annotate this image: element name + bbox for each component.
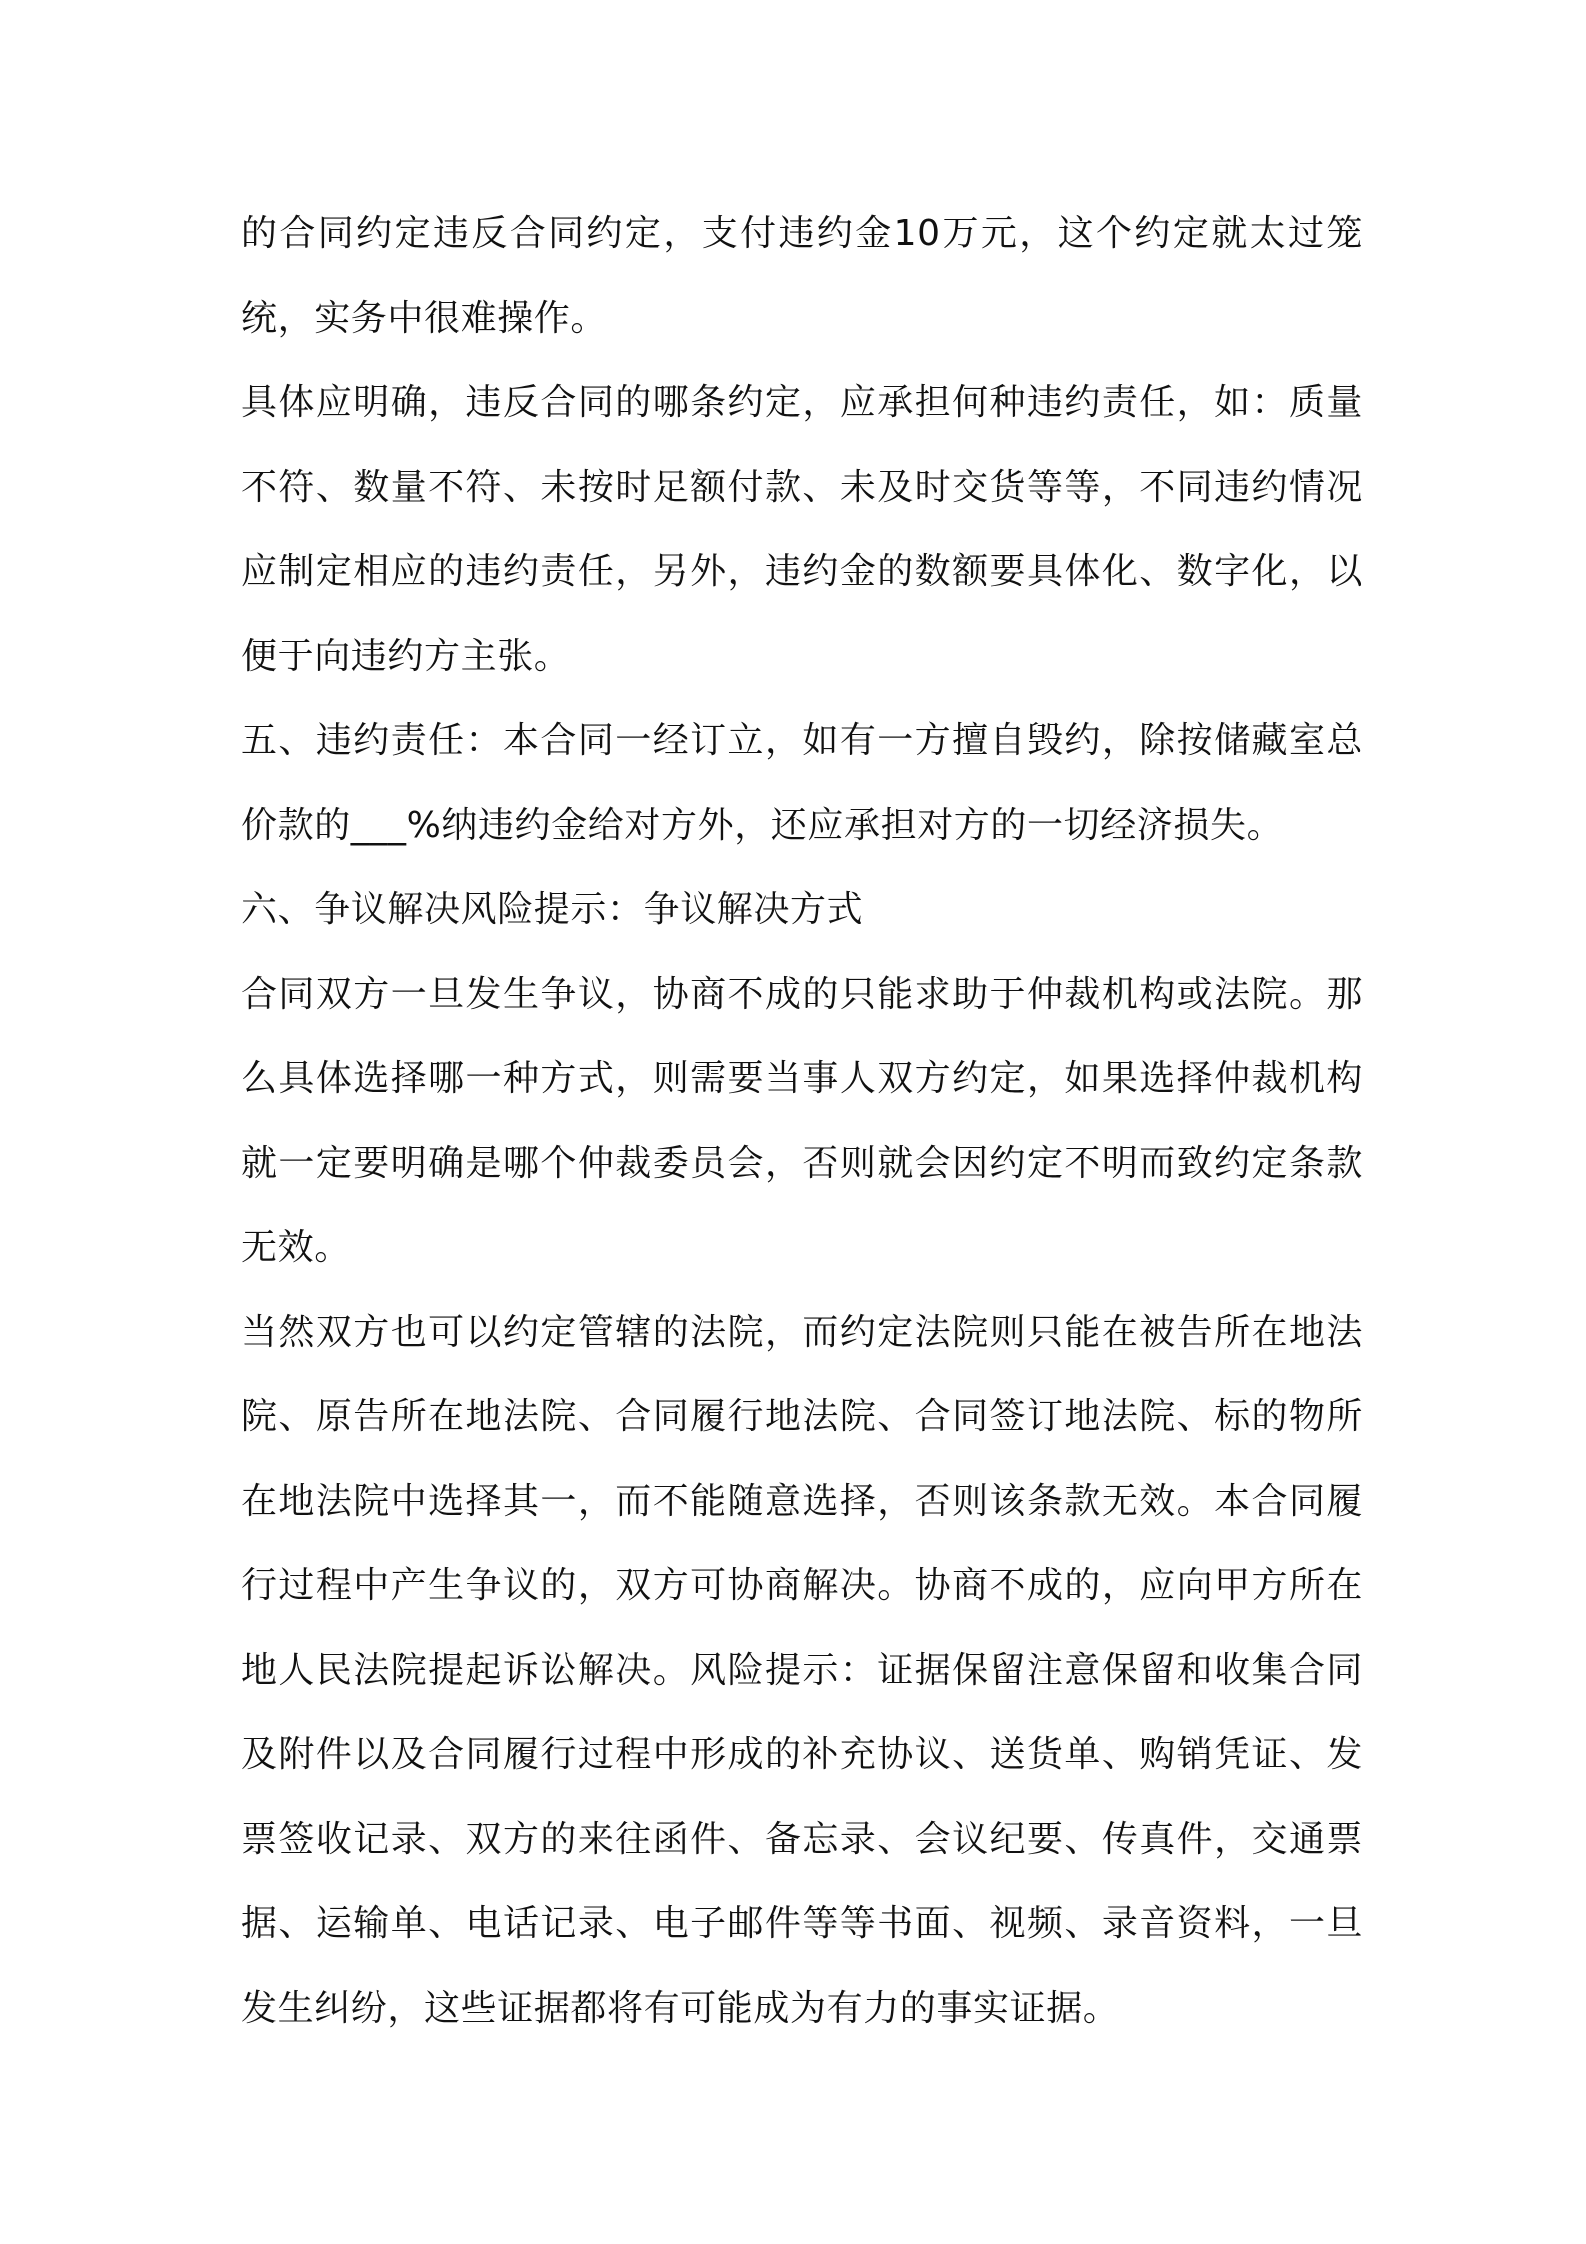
paragraph-specific-liability: 具体应明确，违反合同的哪条约定，应承担何种违约责任，如：质量不符、数量不符、未按时足额付款、未及时交货等等，不同违约情况应制定相应的违约责任，另外，违约金的数额要具体化、数字化，以便于向违约方主张。 xyxy=(241,382,1363,677)
paragraph-penalty-example: 的合同约定违反合同约定，支付违约金10万元，这个约定就太过笼统，实务中很难操作。 xyxy=(241,213,1363,339)
document-body xyxy=(241,192,1363,2051)
paragraph-dispute-arbitration: 合同双方一旦发生争议，协商不成的只能求助于仲裁机构或法院。那么具体选择哪一种方式，则需要当事人双方约定，如果选择仲裁机构就一定要明确是哪个仲裁委员会，否则就会因约定不明而致约定条款无效。 xyxy=(241,973,1363,1268)
paragraph-section-5-liability: 五、违约责任：本合同一经订立，如有一方擅自毁约，除按储藏室总价款的___%纳违约金给对方外，还应承担对方的一切经济损失。 xyxy=(241,720,1363,846)
paragraph-section-6-heading: 六、争议解决风险提示：争议解决方式 xyxy=(241,889,864,930)
paragraph-court-jurisdiction-evidence: 当然双方也可以约定管辖的法院，而约定法院则只能在被告所在地法院、原告所在地法院、合同履行地法院、合同签订地法院、标的物所在地法院中选择其一，而不能随意选择，否则该条款无效。本合同履行过程中产生争议的，双方可协商解决。协商不成的，应向甲方所在地人民法院提起诉讼解决。风险提示：证据保留注意保留和收集合同及附件以及合同履行过程中形成的补充协议、送货单、购销凭证、发票签收记录、双方的来往函件、备忘录、会议纪要、传真件，交通票据、运输单、电话记录、电子邮件等等书面、视频、录音资料，一旦发生纠纷，这些证据都将有可能成为有力的事实证据。 xyxy=(241,1311,1363,2029)
